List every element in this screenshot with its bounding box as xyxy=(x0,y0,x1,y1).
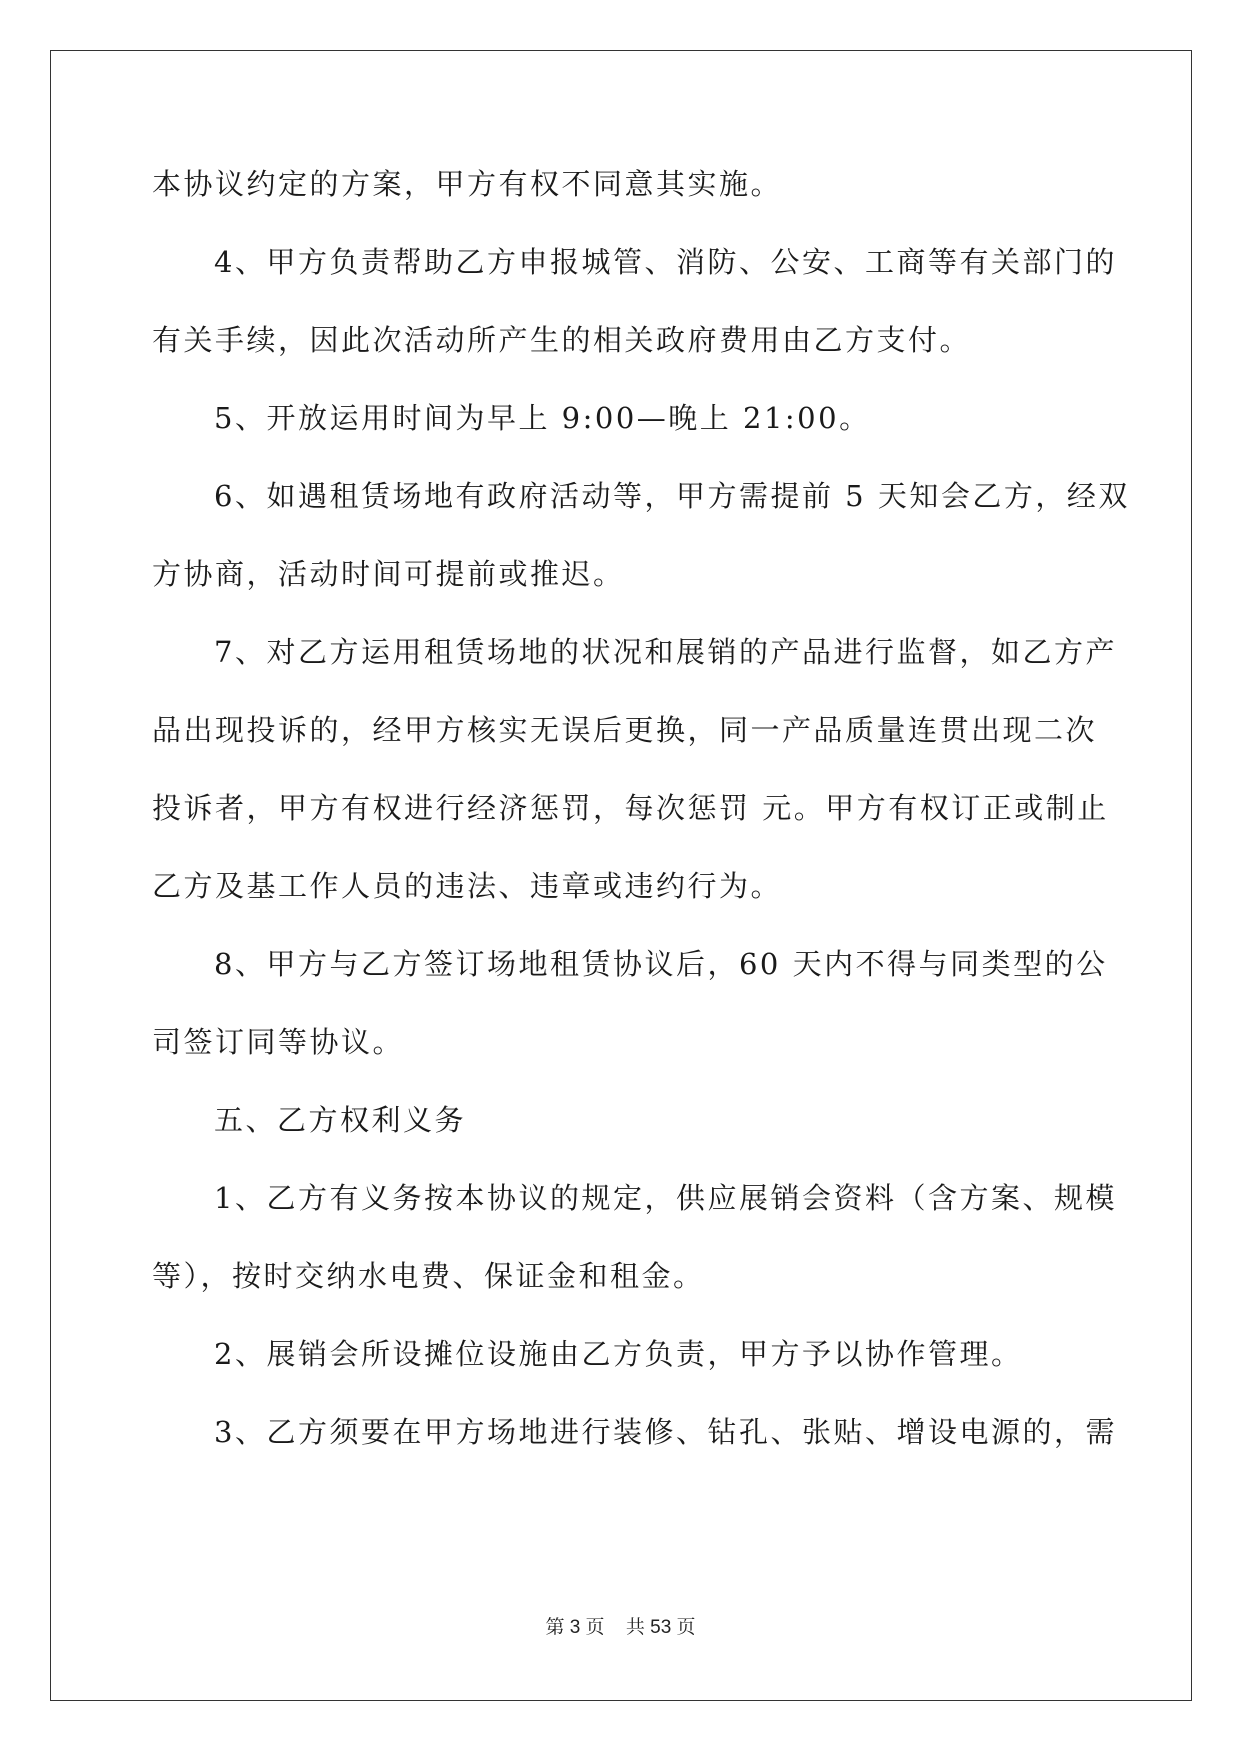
paragraph-line: 司签订同等协议。 xyxy=(152,1025,405,1059)
section-heading: 五、乙方权利义务 xyxy=(214,1103,467,1137)
paragraph-line: 1、乙方有义务按本协议的规定，供应展销会资料（含方案、规模 xyxy=(214,1181,1117,1215)
page-number: 第 3 页 xyxy=(545,1617,605,1638)
paragraph-line: 投诉者，甲方有权进行经济惩罚，每次惩罚 元。甲方有权订正或制止 xyxy=(152,791,1109,825)
paragraph-line: 有关手续，因此次活动所产生的相关政府费用由乙方支付。 xyxy=(152,323,972,357)
paragraph-line: 4、甲方负责帮助乙方申报城管、消防、公安、工商等有关部门的 xyxy=(214,245,1117,279)
paragraph-line: 方协商，活动时间可提前或推迟。 xyxy=(152,557,625,591)
paragraph-line: 品出现投诉的，经甲方核实无误后更换，同一产品质量连贯出现二次 xyxy=(152,713,1098,747)
paragraph-line: 8、甲方与乙方签订场地租赁协议后，60 天内不得与同类型的公 xyxy=(214,947,1108,981)
paragraph-line: 5、开放运用时间为早上 9:00—晚上 21:00。 xyxy=(214,401,871,435)
paragraph-line: 2、展销会所设摊位设施由乙方负责，甲方予以协作管理。 xyxy=(214,1337,1023,1371)
paragraph-line: 7、对乙方运用租赁场地的状况和展销的产品进行监督，如乙方产 xyxy=(214,635,1117,669)
page-footer xyxy=(0,1612,1241,1639)
page-total: 共 53 页 xyxy=(625,1617,696,1638)
paragraph-line: 3、乙方须要在甲方场地进行装修、钻孔、张贴、增设电源的，需 xyxy=(214,1415,1117,1449)
paragraph-line: 乙方及基工作人员的违法、违章或违约行为。 xyxy=(152,869,783,903)
paragraph-line: 等），按时交纳水电费、保证金和租金。 xyxy=(152,1259,705,1293)
paragraph-line: 6、如遇租赁场地有政府活动等，甲方需提前 5 天知会乙方，经双 xyxy=(214,479,1130,513)
paragraph-line: 本协议约定的方案，甲方有权不同意其实施。 xyxy=(152,167,783,201)
